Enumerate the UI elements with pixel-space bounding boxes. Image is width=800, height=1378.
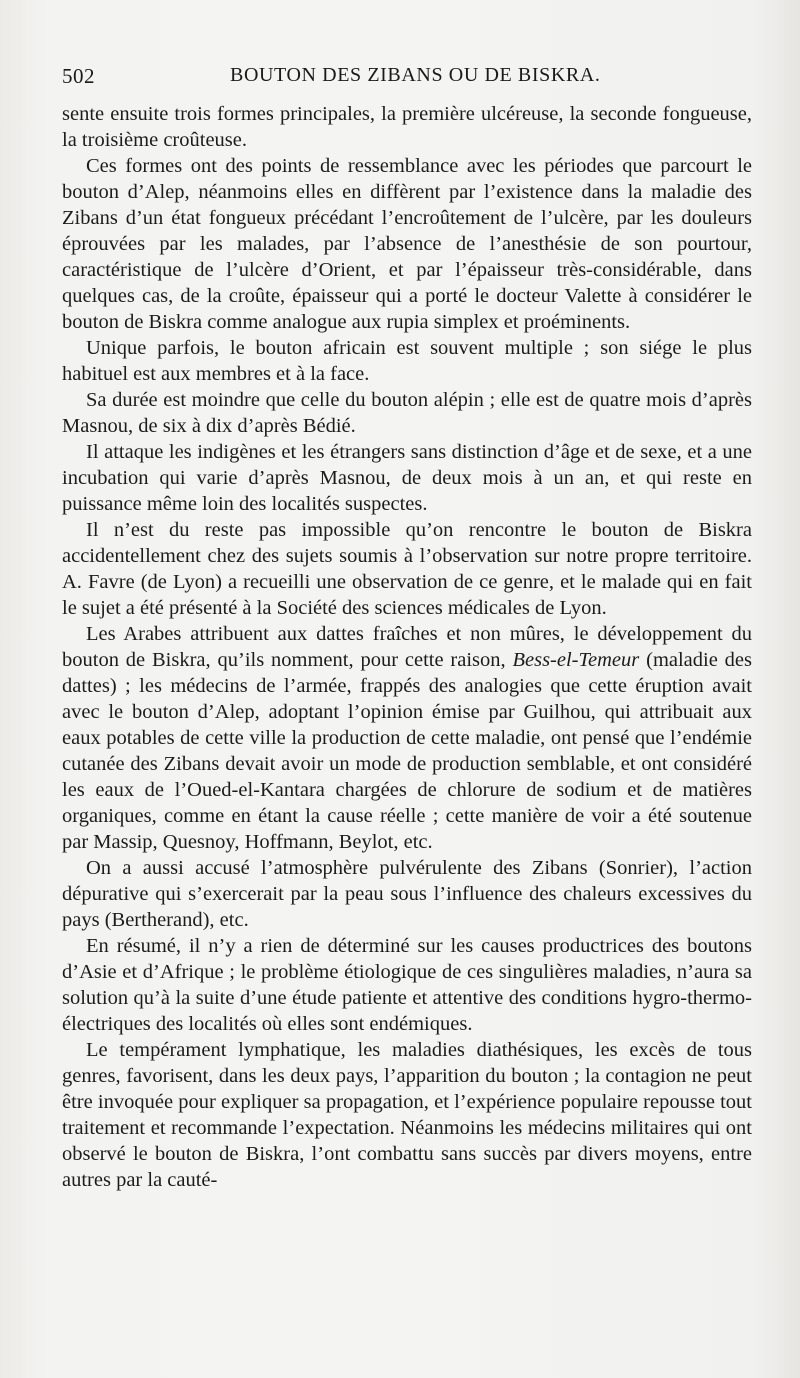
paragraph-lyon-case: Il n’est du reste pas impossible qu’on rencontre le bouton de Biskra accidentellement chez des sujets soumis à l’observation sur notre propre territoire. A. Favre (de Lyon) a recueilli une observation de ce genre, et le malade qui en fait le sujet a été présenté à la Société des sciences médicales de Lyon.: [62, 519, 752, 619]
running-head: BOUTON DES ZIBANS OU DE BISKRA.: [230, 64, 601, 86]
paragraph-temperament: Le tempérament lymphatique, les maladies diathésiques, les excès de tous genres, favorisent, dans les deux pays, l’apparition du bouton ; la contagion ne peut être invoquée pour expliquer sa propagation, et l’expérience populaire repousse tout traitement et recommande l’expectation. Néanmoins les médecins militaires qui ont observé le bouton de Biskra, l’ont combattu sans succès par divers moyens, entre autres par la cauté-: [62, 1039, 752, 1191]
paragraph-location: Unique parfois, le bouton africain est souvent multiple ; son siége le plus habituel est aux membres et à la face.: [62, 337, 752, 385]
paragraph-incubation: Il attaque les indigènes et les étrangers sans distinction d’âge et de sexe, et a une incubation qui varie d’après Masnou, de deux mois à un an, et qui reste en puissance même loin des localités suspectes.: [62, 441, 752, 515]
paragraph-forms-comparison: Ces formes ont des points de ressemblance avec les périodes que parcourt le bouton d’Alep, néanmoins elles en diffèrent par l’existence dans la maladie des Zibans d’un état fongueux précédant l’encroûtement de l’ulcère, par les douleurs éprouvées par les malades, par l’absence de l’anesthésie de son pourtour, caractéristique de l’ulcère d’Orient, et par l’épaisseur très-considérable, dans quelques cas, de la croûte, épaisseur qui a porté le docteur Valette à considérer le bouton de Biskra comme analogue aux rupia simplex et proéminents.: [62, 155, 752, 333]
paragraph-atmosphere: On a aussi accusé l’atmosphère pulvérulente des Zibans (Sonrier), l’action dépurative qui s’exercerait par la peau sous l’influence des chaleurs excessives du pays (Bertherand), etc.: [62, 857, 752, 931]
paragraph-dates-theory-end: (maladie des dattes) ; les médecins de l’armée, frappés des analogies que cette éruption avait avec le bouton d’Alep, adoptant l’opinion émise par Guilhou, qui attribuait aux eaux potables de cette ville la production de cette maladie, ont pensé que l’endémie cutanée des Zibans devait avoir un mode de production semblable, et ont considéré les eaux de l’Oued-el-Kantara chargées de chlorure de sodium et de matières organiques, comme en étant la cause réelle ; cette manière de voir a été soutenue par Massip, Quesnoy, Hoffmann, Beylot, etc.: [62, 649, 752, 853]
page-number: 502: [62, 64, 95, 88]
disease-name-italic: Bess-el-Temeur: [512, 649, 640, 671]
body-text: [62, 101, 752, 1193]
paragraph-dates-theory-start: Les Arabes attribuent aux dattes fraîches et non mûres, le développement du bouton de Biskra, qu’ils nomment, pour cette raison,: [62, 623, 752, 671]
paragraph-continuation: sente ensuite trois formes principales, la première ulcéreuse, la seconde fongueuse, la troisième croûteuse.: [62, 103, 752, 151]
paragraph-dates-theory: [62, 621, 752, 855]
page-header: [62, 64, 752, 94]
paragraph-duration: Sa durée est moindre que celle du bouton alépin ; elle est de quatre mois d’après Masnou, de six à dix d’après Bédié.: [62, 389, 752, 437]
paragraph-summary: En résumé, il n’y a rien de déterminé sur les causes productrices des boutons d’Asie et d’Afrique ; le problème étiologique de ces singulières maladies, n’aura sa solution qu’à la suite d’une étude patiente et attentive des conditions hygro-thermo-électriques des localités où elles sont endémiques.: [62, 935, 752, 1035]
